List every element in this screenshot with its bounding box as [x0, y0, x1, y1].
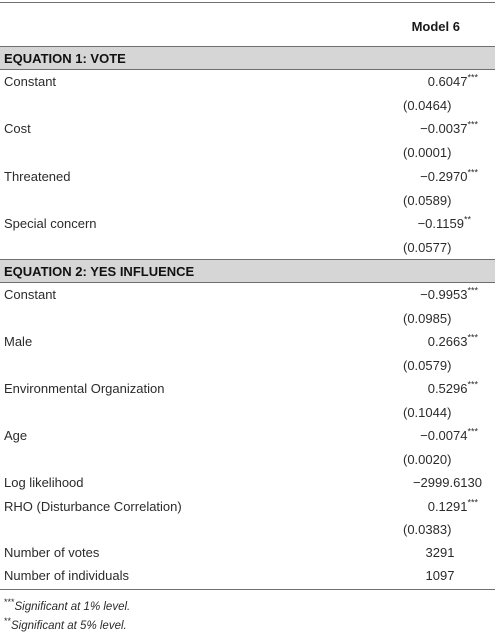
footnote-5pct: **Significant at 5% level.	[4, 616, 127, 632]
row-label: Environmental Organization	[4, 381, 165, 396]
votes-value: 3291	[425, 545, 455, 560]
row-label: Cost	[4, 121, 31, 136]
row-label: Male	[4, 334, 33, 349]
row-label: Special concern	[4, 216, 97, 231]
coefficient: 0.6047***	[427, 72, 478, 89]
table-row-se	[0, 354, 495, 378]
standard-error: (0.0383)	[403, 522, 452, 537]
standard-error: (0.1044)	[403, 405, 452, 420]
table-row-se	[0, 401, 495, 425]
table-header	[0, 3, 495, 46]
table-row-se	[0, 236, 495, 260]
table-row-individuals	[0, 564, 495, 588]
table-row-log-likelihood	[0, 471, 495, 495]
bottom-rule	[0, 589, 495, 590]
table-row	[0, 212, 495, 236]
table-row	[0, 424, 495, 448]
standard-error: (0.0020)	[403, 452, 452, 467]
table-row-se	[0, 307, 495, 331]
standard-error: (0.0464)	[403, 98, 452, 113]
coefficient: −0.1159**	[417, 214, 471, 231]
column-header-model6: Model 6	[411, 19, 460, 34]
table-row-se	[0, 94, 495, 118]
coefficient: 0.2663***	[427, 332, 478, 349]
section-header-equation1	[0, 46, 495, 70]
table-row	[0, 70, 495, 94]
section-title: EQUATION 2: YES INFLUENCE	[4, 264, 195, 279]
table-row	[0, 117, 495, 141]
row-label: Age	[4, 428, 28, 443]
coefficient: 0.1291***	[427, 497, 478, 514]
table-row-se	[0, 189, 495, 213]
section-title: EQUATION 1: VOTE	[4, 51, 126, 66]
row-label: Threatened	[4, 169, 71, 184]
standard-error: (0.0577)	[403, 240, 452, 255]
coefficient: −0.2970***	[420, 167, 478, 184]
row-label: Constant	[4, 74, 57, 89]
table-row	[0, 377, 495, 401]
standard-error: (0.0589)	[403, 193, 452, 208]
row-label: Number of votes	[4, 545, 100, 560]
table-row-se	[0, 518, 495, 542]
table-row	[0, 283, 495, 307]
table-row-rho	[0, 495, 495, 519]
table-row-votes	[0, 541, 495, 565]
coefficient: −0.0074***	[420, 426, 478, 443]
footnote-1pct: ***Significant at 1% level.	[4, 597, 131, 613]
table-row-se	[0, 141, 495, 165]
row-label: Constant	[4, 287, 57, 302]
row-label: Number of individuals	[4, 568, 130, 583]
coefficient: −0.0037***	[420, 119, 478, 136]
log-likelihood-value: −2999.6130	[412, 475, 482, 490]
coefficient: −0.9953***	[420, 285, 478, 302]
coefficient: 0.5296***	[427, 379, 478, 396]
individuals-value: 1097	[425, 568, 455, 583]
table-row	[0, 330, 495, 354]
table-row	[0, 165, 495, 189]
table-row-se	[0, 448, 495, 472]
standard-error: (0.0985)	[403, 311, 452, 326]
row-label: RHO (Disturbance Correlation)	[4, 499, 182, 514]
row-label: Log likelihood	[4, 475, 84, 490]
section-header-equation2	[0, 259, 495, 283]
standard-error: (0.0579)	[403, 358, 452, 373]
standard-error: (0.0001)	[403, 145, 452, 160]
